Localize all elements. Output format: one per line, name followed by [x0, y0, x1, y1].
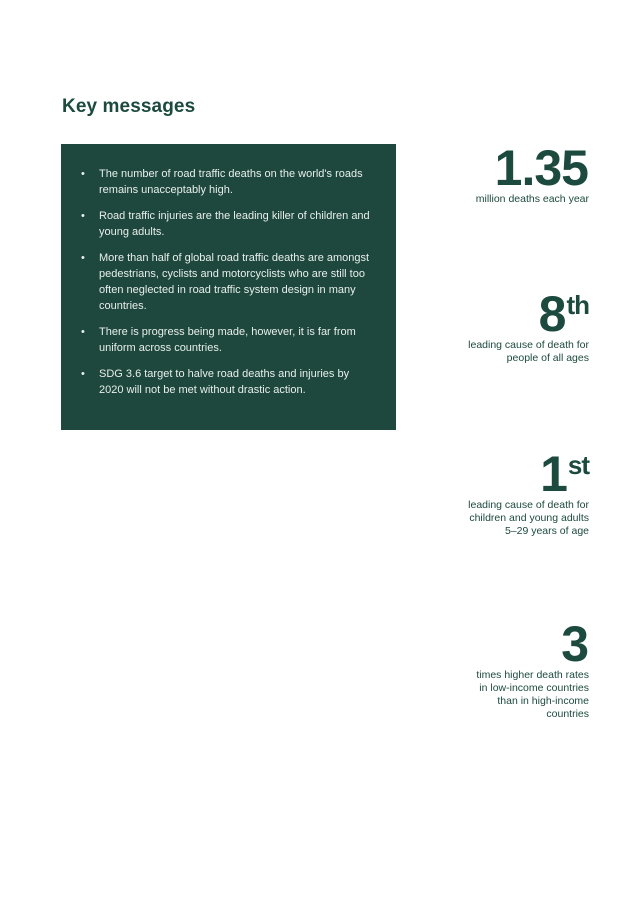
key-message-text: The number of road traffic deaths on the world's roads remains unacceptably high.	[99, 168, 363, 196]
stat-suffix: st	[567, 450, 589, 480]
key-message-item	[79, 166, 376, 198]
bullet-icon: •	[81, 326, 85, 338]
key-message-text: There is progress being made, however, it is far from uniform across countries.	[99, 326, 356, 354]
stat-deaths-per-year	[449, 140, 589, 206]
key-message-item	[79, 208, 376, 240]
key-messages-list	[79, 166, 376, 398]
stat-caption: leading cause of death for children and young adults 5–29 years of age	[468, 499, 589, 537]
stat-number: 8	[538, 286, 566, 342]
key-message-item	[79, 250, 376, 314]
stat-value	[459, 446, 589, 502]
stat-suffix: th	[566, 290, 589, 320]
stat-caption: leading cause of death for people of all ages	[468, 339, 589, 364]
stat-cause-rank-young	[459, 446, 589, 538]
page-heading: Key messages	[62, 96, 196, 117]
key-message-text: More than half of global road traffic deaths are amongst pedestrians, cyclists and motorcyclists who are still too often neglected in road traffic system design in many countries.	[99, 252, 370, 312]
stat-value	[469, 616, 589, 672]
key-message-text: Road traffic injuries are the leading killer of children and young adults.	[99, 210, 370, 238]
stat-caption: million deaths each year	[475, 193, 589, 205]
bullet-icon: •	[81, 368, 85, 380]
stat-number: 1.35	[494, 140, 588, 196]
stat-value	[449, 140, 589, 196]
key-messages-box	[61, 144, 396, 430]
key-message-item	[79, 366, 376, 398]
stat-cause-rank-all-ages	[449, 286, 589, 365]
key-message-item	[79, 324, 376, 356]
bullet-icon: •	[81, 252, 85, 264]
key-message-text: SDG 3.6 target to halve road deaths and injuries by 2020 will not be met without drastic action.	[99, 368, 350, 396]
stat-caption: times higher death rates in low-income countries than in high-income countries	[476, 669, 589, 720]
stat-number: 3	[561, 616, 588, 672]
stat-value	[449, 286, 589, 342]
bullet-icon: •	[81, 210, 85, 222]
stat-income-death-rate	[469, 616, 589, 721]
bullet-icon: •	[81, 168, 85, 180]
stat-number: 1	[540, 446, 567, 502]
